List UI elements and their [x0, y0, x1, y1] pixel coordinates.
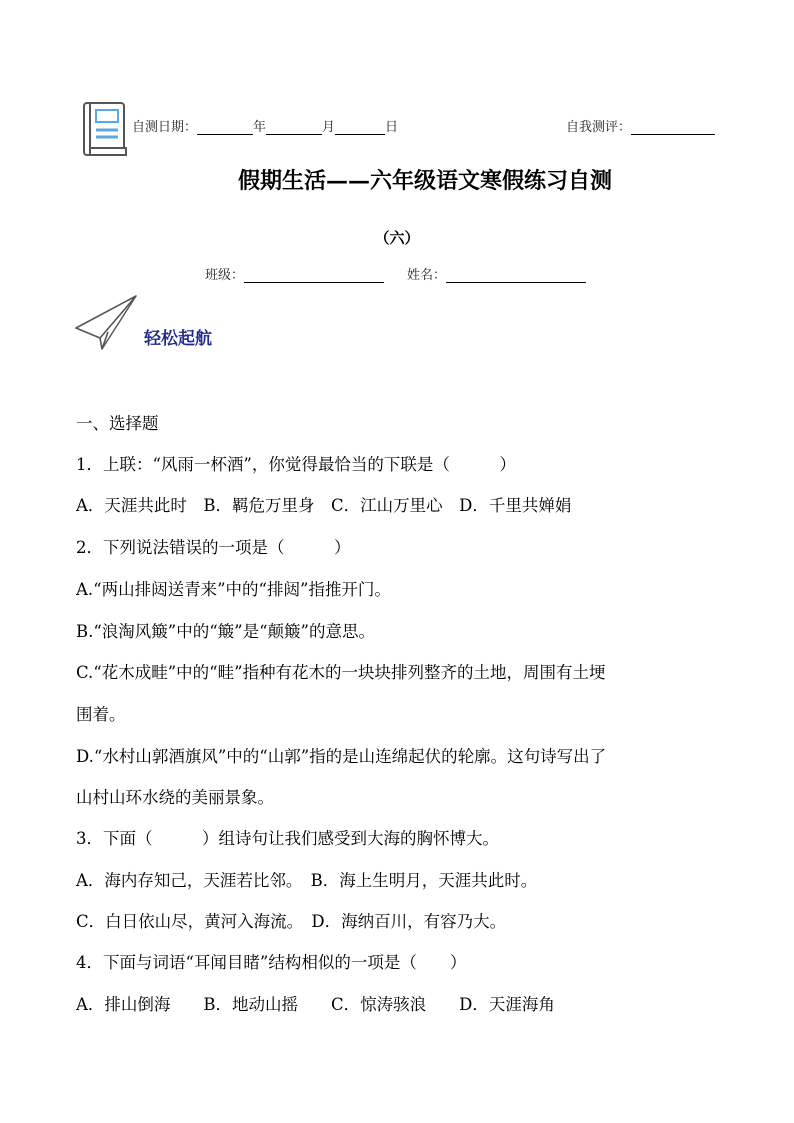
class-label: 班级： — [205, 268, 245, 283]
page-title: 假期生活——六年级语文寒假练习自测 — [237, 168, 612, 194]
option-line: C．白日依山尽，黄河入海流。 D．海纳百川，有容乃大。 — [76, 912, 507, 931]
year-suffix: 年 — [253, 120, 267, 135]
section-label: 轻松起航 — [144, 329, 212, 349]
eval-blank[interactable] — [631, 120, 715, 135]
question-line: 3．下面（ ）组诗句让我们感受到大海的胸怀博大。 — [76, 829, 499, 848]
class-blank[interactable] — [244, 268, 384, 283]
option-line: A．天涯共此时 B．羁危万里身 C．江山万里心 D．千里共婵娟 — [76, 496, 572, 515]
part-title: 一、选择题 — [76, 414, 159, 433]
name-label: 姓名： — [407, 268, 447, 283]
self-evaluation-field — [566, 116, 715, 135]
month-suffix: 月 — [322, 120, 336, 135]
page-subtitle: （六） — [374, 229, 420, 247]
name-blank[interactable] — [446, 268, 586, 283]
option-line: B.“浪淘风簸”中的“簸”是“颠簸”的意思。 — [76, 622, 375, 641]
option-line: 山村山环水绕的美丽景象。 — [76, 788, 274, 807]
book-icon — [80, 100, 130, 160]
month-blank[interactable] — [266, 120, 322, 135]
date-label: 自测日期： — [132, 120, 198, 135]
question-line: 4．下面与词语“耳闻目睹”结构相似的一项是（ ） — [76, 953, 467, 972]
day-blank[interactable] — [335, 120, 385, 135]
day-suffix: 日 — [385, 120, 399, 135]
question-line: 1．上联：“风雨一杯酒”，你觉得最恰当的下联是（ ） — [76, 455, 516, 474]
question-line: 2．下列说法错误的一项是（ ） — [76, 538, 351, 557]
paper-plane-icon — [74, 294, 140, 352]
name-field — [407, 264, 586, 283]
option-line: A．排山倒海 B．地动山摇 C．惊涛骇浪 D．天涯海角 — [76, 995, 555, 1014]
option-line: D.“水村山郭酒旗风”中的“山郭”指的是山连绵起伏的轮廓。这句诗写出了 — [76, 747, 607, 766]
option-line: 围着。 — [76, 705, 126, 724]
eval-label: 自我测评： — [566, 120, 632, 135]
class-field — [205, 264, 384, 283]
option-line: A.“两山排闼送青来”中的“排闼”指推开门。 — [76, 580, 391, 599]
year-blank[interactable] — [197, 120, 253, 135]
test-date-field — [132, 116, 398, 135]
option-line: A．海内存知己，天涯若比邻。 B．海上生明月，天涯共此时。 — [76, 871, 538, 890]
option-line: C.“花木成畦”中的“畦”指种有花木的一块块排列整齐的土地，周围有土埂 — [76, 663, 606, 682]
